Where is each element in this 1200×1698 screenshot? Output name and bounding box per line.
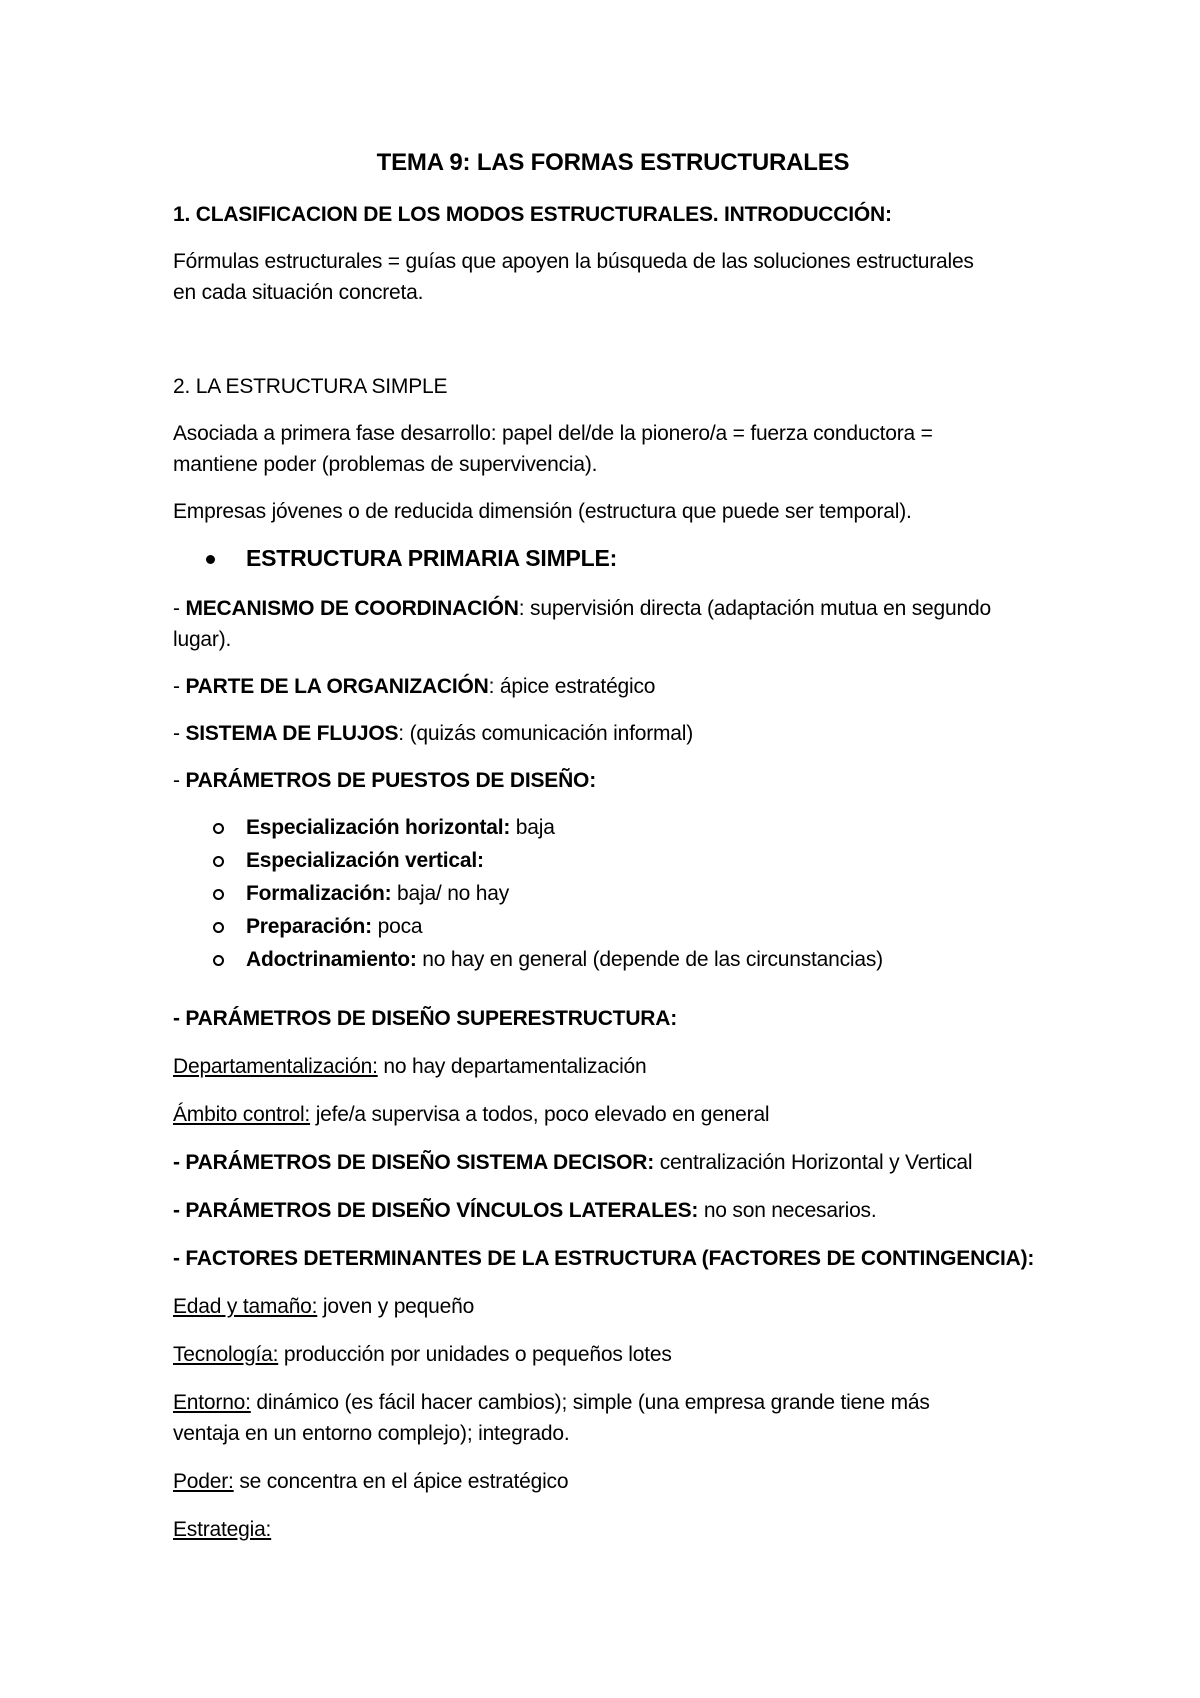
departamentalizacion-line — [173, 1051, 1053, 1082]
mecanismo-line-1 — [173, 593, 1053, 624]
sub-item-especializacion-horizontal — [173, 812, 1126, 843]
sub-item-adoctrinamiento — [173, 944, 1126, 975]
section-2-paragraph-2: Empresas jóvenes o de reducida dimensión (estructura que puede ser temporal). — [173, 500, 912, 523]
puestos-label: PARÁMETROS DE PUESTOS DE DISEÑO: — [185, 769, 596, 792]
puestos-prefix: - — [173, 769, 186, 792]
ambito-text: jefe/a supervisa a todos, poco elevado en general — [310, 1103, 770, 1126]
poder-line — [173, 1466, 1053, 1497]
parametros-puestos — [173, 765, 1053, 796]
estrategia-label: Estrategia: — [173, 1518, 272, 1541]
departamentalizacion-text: no hay departamentalización — [377, 1055, 647, 1078]
departamentalizacion-label: Departamentalización: — [173, 1055, 378, 1078]
bullet-heading-primaria — [173, 543, 1126, 574]
circle-bullet-icon — [213, 889, 224, 900]
vinculos-label: - PARÁMETROS DE DISEÑO VÍNCULOS LATERALES: — [173, 1199, 699, 1222]
flujos-prefix: - — [173, 722, 186, 745]
sub-item-text: baja/ no hay — [391, 882, 510, 905]
section-1-text-line-1: Fórmulas estructurales = guías que apoyen la búsqueda de las soluciones estructurales — [173, 250, 974, 273]
section-2-heading: 2. LA ESTRUCTURA SIMPLE — [173, 375, 448, 398]
circle-bullet-icon — [213, 823, 224, 834]
sub-item-label: Preparación: — [246, 915, 372, 938]
sub-item-formalizacion — [173, 878, 1126, 909]
decisor-text: centralización Horizontal y Vertical — [654, 1151, 973, 1174]
sub-item-label: Especialización vertical: — [246, 849, 484, 872]
sub-item-text: baja — [510, 816, 555, 839]
sub-item-text: poca — [371, 915, 423, 938]
circle-bullet-icon — [213, 856, 224, 867]
superestructura-heading: - PARÁMETROS DE DISEÑO SUPERESTRUCTURA: — [173, 1007, 678, 1030]
section-2-paragraph-1-line-2: mantiene poder (problemas de supervivencia). — [173, 453, 598, 476]
entorno-text: dinámico (es fácil hacer cambios); simple (una empresa grande tiene más — [250, 1391, 930, 1414]
poder-label: Poder: — [173, 1470, 234, 1493]
parte-organizacion — [173, 671, 1053, 702]
ambito-control-line — [173, 1099, 1053, 1130]
sub-item-label: Formalización: — [246, 882, 392, 905]
estrategia-line — [173, 1514, 1053, 1545]
tecnologia-label: Tecnología: — [173, 1343, 279, 1366]
vinculos-text: no son necesarios. — [698, 1199, 877, 1222]
page-title: TEMA 9: LAS FORMAS ESTRUCTURALES — [376, 149, 850, 176]
parte-label: PARTE DE LA ORGANIZACIÓN — [185, 675, 489, 698]
mecanismo-text: : supervisión directa (adaptación mutua en segundo — [518, 597, 991, 620]
entorno-line-1 — [173, 1387, 1053, 1418]
section-1-text-line-2: en cada situación concreta. — [173, 281, 424, 304]
tecnologia-line — [173, 1339, 1053, 1370]
parte-text: : ápice estratégico — [488, 675, 656, 698]
entorno-label: Entorno: — [173, 1391, 251, 1414]
parte-prefix: - — [173, 675, 186, 698]
decisor-label: - PARÁMETROS DE DISEÑO SISTEMA DECISOR: — [173, 1151, 655, 1174]
sistema-decisor-line — [173, 1147, 1053, 1178]
poder-text: se concentra en el ápice estratégico — [233, 1470, 569, 1493]
edad-tamano-line — [173, 1291, 1053, 1322]
flujos-label: SISTEMA DE FLUJOS — [185, 722, 399, 745]
section-2-paragraph-1-line-1: Asociada a primera fase desarrollo: papel del/de la pionero/a = fuerza conductora = — [173, 422, 933, 445]
sub-item-preparacion — [173, 911, 1126, 942]
flujos-text: : (quizás comunicación informal) — [398, 722, 694, 745]
tecnologia-text: producción por unidades o pequeños lotes — [278, 1343, 672, 1366]
ambito-label: Ámbito control: — [173, 1103, 311, 1126]
section-1-heading: 1. CLASIFICACION DE LOS MODOS ESTRUCTURALES. INTRODUCCIÓN: — [173, 203, 892, 226]
circle-bullet-icon — [213, 922, 224, 933]
sub-item-label: Especialización horizontal: — [246, 816, 511, 839]
factores-heading: - FACTORES DETERMINANTES DE LA ESTRUCTURA (FACTORES DE CONTINGENCIA): — [173, 1247, 1035, 1270]
sistema-flujos — [173, 718, 1053, 749]
sub-item-label: Adoctrinamiento: — [246, 948, 417, 971]
bullet-dot-icon — [206, 555, 215, 564]
sub-item-especializacion-vertical — [173, 845, 1126, 876]
sub-item-text: no hay en general (depende de las circunstancias) — [416, 948, 883, 971]
edad-text: joven y pequeño — [317, 1295, 475, 1318]
vinculos-laterales-line — [173, 1195, 1053, 1226]
entorno-line-2: ventaja en un entorno complejo); integrado. — [173, 1422, 570, 1445]
bullet-heading-text: ESTRUCTURA PRIMARIA SIMPLE: — [246, 545, 618, 571]
mecanismo-label: MECANISMO DE COORDINACIÓN — [185, 597, 519, 620]
edad-label: Edad y tamaño: — [173, 1295, 318, 1318]
mecanismo-prefix: - — [173, 597, 186, 620]
circle-bullet-icon — [213, 955, 224, 966]
mecanismo-line-2: lugar). — [173, 628, 232, 651]
